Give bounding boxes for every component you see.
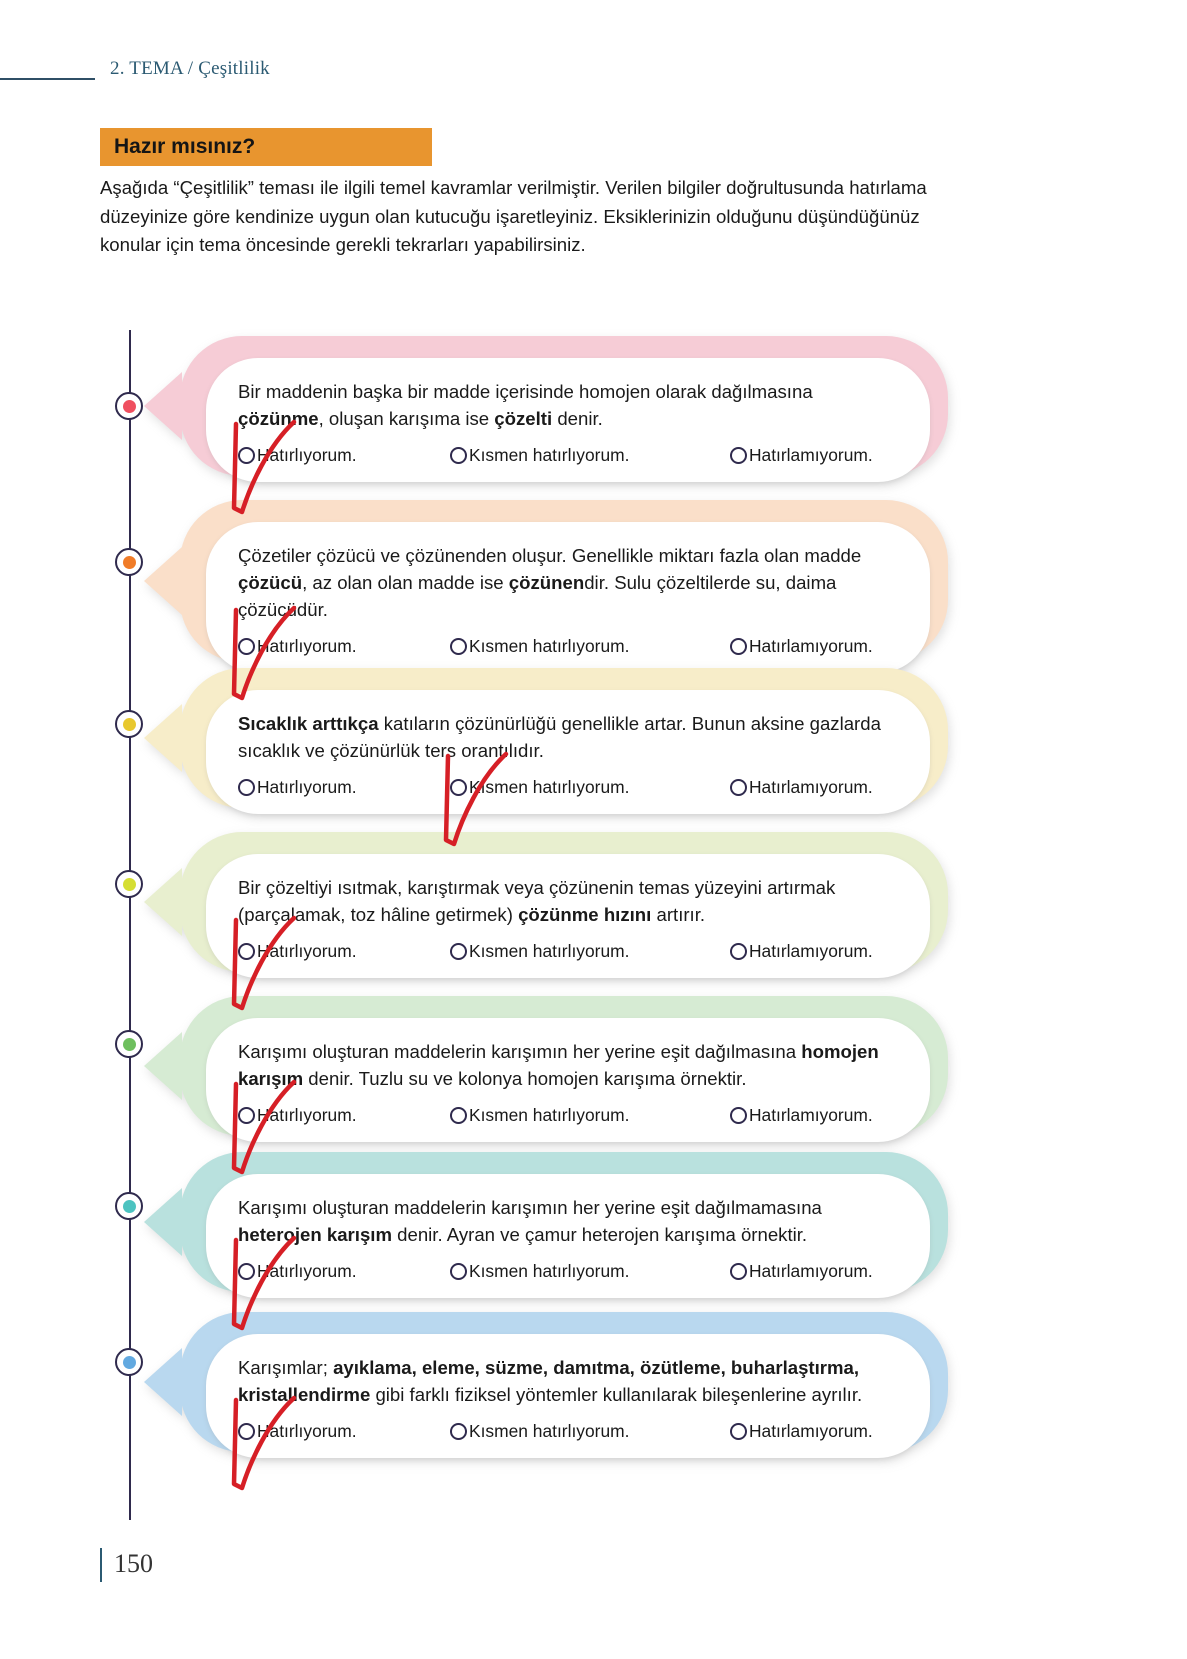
recall-option-label: Hatırlıyorum. (257, 1105, 357, 1125)
recall-option-remember[interactable] (238, 636, 450, 657)
recall-option-label: Hatırlıyorum. (257, 941, 357, 961)
recall-option-partly[interactable] (450, 445, 730, 466)
radio-circle-icon[interactable] (450, 1423, 467, 1440)
radio-circle-icon[interactable] (730, 1107, 747, 1124)
recall-option-partly[interactable] (450, 1421, 730, 1442)
timeline-spine (129, 330, 131, 1520)
concept-card-body (206, 522, 930, 673)
recall-option-not-remember[interactable] (730, 941, 900, 962)
recall-option-group (238, 1261, 900, 1282)
concept-keyword: heterojen karışım (238, 1224, 392, 1245)
recall-option-group (238, 1421, 900, 1442)
radio-circle-icon[interactable] (730, 1263, 747, 1280)
concept-text-run: gibi farklı fiziksel yöntemler kullanılarak bileşenlerine ayrılır. (370, 1384, 863, 1405)
recall-option-not-remember[interactable] (730, 1261, 900, 1282)
recall-option-label: Hatırlamıyorum. (749, 445, 873, 465)
concept-card (180, 1312, 948, 1452)
radio-circle-icon[interactable] (238, 447, 255, 464)
radio-circle-icon[interactable] (450, 447, 467, 464)
radio-circle-icon[interactable] (238, 943, 255, 960)
concept-text (238, 542, 900, 623)
concept-keyword: homojen karışım (238, 1041, 879, 1089)
recall-option-group (238, 777, 900, 798)
recall-option-partly[interactable] (450, 941, 730, 962)
concept-text (238, 874, 900, 928)
recall-option-label: Hatırlamıyorum. (749, 941, 873, 961)
recall-option-group (238, 445, 900, 466)
timeline-dot-core (123, 1200, 136, 1213)
concept-card-body (206, 358, 930, 482)
concept-text-run: Çözetiler çözücü ve çözünenden oluşur. Genellikle miktarı fazla olan madde (238, 545, 862, 566)
concept-card-body (206, 690, 930, 814)
timeline-dot (115, 548, 143, 576)
recall-option-remember[interactable] (238, 941, 450, 962)
timeline-dot (115, 710, 143, 738)
recall-option-label: Kısmen hatırlıyorum. (469, 636, 630, 656)
radio-circle-icon[interactable] (450, 943, 467, 960)
recall-option-remember[interactable] (238, 1421, 450, 1442)
recall-option-not-remember[interactable] (730, 1105, 900, 1126)
concept-card-body (206, 1018, 930, 1142)
recall-option-group (238, 636, 900, 657)
concept-text-run: Karışımı oluşturan maddelerin karışımın her yerine eşit dağılmamasına (238, 1197, 822, 1218)
radio-circle-icon[interactable] (450, 779, 467, 796)
concept-text-run: Bir maddenin başka bir madde içerisinde homojen olarak dağılmasına (238, 381, 813, 402)
recall-option-label: Kısmen hatırlıyorum. (469, 1421, 630, 1441)
concept-text-run: katıların çözünürlüğü genellikle artar. Bunun aksine gazlarda sıcaklık ve çözünürlük ters orantılıdır. (238, 713, 881, 761)
timeline-dot (115, 1030, 143, 1058)
recall-option-label: Hatırlamıyorum. (749, 1261, 873, 1281)
concept-card (180, 500, 948, 662)
concept-keyword: Sıcaklık arttıkça (238, 713, 379, 734)
concept-text-run: , oluşan karışıma ise (318, 408, 495, 429)
timeline-dot (115, 392, 143, 420)
concept-keyword: çözünme (238, 408, 319, 429)
recall-option-label: Hatırlamıyorum. (749, 1421, 873, 1441)
concept-text (238, 1354, 900, 1408)
concept-text-run: Bir çözeltiyi ısıtmak, karıştırmak veya çözünenin temas yüzeyini artırmak (parçalamak, toz hâline getirmek) (238, 877, 836, 925)
recall-option-remember[interactable] (238, 1261, 450, 1282)
header-rule (0, 78, 95, 80)
radio-circle-icon[interactable] (238, 779, 255, 796)
concept-card (180, 668, 948, 808)
concept-text-run: denir. Ayran ve çamur heterojen karışıma örnektir. (391, 1224, 808, 1245)
recall-option-remember[interactable] (238, 777, 450, 798)
recall-option-remember[interactable] (238, 445, 450, 466)
recall-option-label: Hatırlıyorum. (257, 777, 357, 797)
radio-circle-icon[interactable] (730, 779, 747, 796)
concept-text-run: artırır. (651, 904, 706, 925)
radio-circle-icon[interactable] (450, 1263, 467, 1280)
recall-option-group (238, 941, 900, 962)
concept-text-run: dir. Sulu çözeltilerde su, daima çözücüdür. (238, 572, 837, 620)
radio-circle-icon[interactable] (238, 638, 255, 655)
section-banner (100, 128, 432, 166)
recall-option-not-remember[interactable] (730, 777, 900, 798)
recall-option-not-remember[interactable] (730, 445, 900, 466)
concept-text (238, 378, 900, 432)
concept-text-run: denir. Tuzlu su ve kolonya homojen karışıma örnektir. (303, 1068, 747, 1089)
radio-circle-icon[interactable] (238, 1107, 255, 1124)
recall-option-label: Kısmen hatırlıyorum. (469, 777, 630, 797)
timeline-dot-core (123, 718, 136, 731)
section-title: Hazır mısınız? (114, 135, 256, 158)
recall-option-partly[interactable] (450, 777, 730, 798)
concept-card-body (206, 1334, 930, 1458)
recall-option-remember[interactable] (238, 1105, 450, 1126)
timeline-dot-core (123, 556, 136, 569)
timeline-dot-core (123, 400, 136, 413)
concept-keyword: çözünen (508, 572, 585, 593)
recall-option-partly[interactable] (450, 636, 730, 657)
concept-card (180, 832, 948, 972)
concept-keyword: çözelti (494, 408, 553, 429)
recall-option-label: Hatırlıyorum. (257, 1421, 357, 1441)
intro-paragraph: Aşağıda “Çeşitlilik” teması ile ilgili temel kavramlar verilmiştir. Verilen bilgiler doğrultusunda hatırlama düzeyinize göre kendinize uygun olan kutucuğu işaretleyiniz. Eksiklerinizin olduğunu düşündüğünüz konular için tema öncesinde gerekli tekrarları yapabilirsiniz. (100, 177, 927, 255)
recall-option-label: Hatırlamıyorum. (749, 777, 873, 797)
recall-option-label: Hatırlamıyorum. (749, 1105, 873, 1125)
radio-circle-icon[interactable] (238, 1423, 255, 1440)
radio-circle-icon[interactable] (450, 638, 467, 655)
radio-circle-icon[interactable] (730, 638, 747, 655)
timeline-dot (115, 870, 143, 898)
radio-circle-icon[interactable] (730, 447, 747, 464)
concept-keyword: ayıklama, eleme, süzme, damıtma, özütleme, buharlaştırma, kristallendirme (238, 1357, 860, 1405)
timeline-dot (115, 1348, 143, 1376)
concept-card-body (206, 1174, 930, 1298)
concept-keyword: çözücü (238, 572, 303, 593)
timeline-dot-core (123, 1356, 136, 1369)
concept-card (180, 1152, 948, 1292)
timeline-dot-core (123, 1038, 136, 1051)
recall-option-not-remember[interactable] (730, 636, 900, 657)
radio-circle-icon[interactable] (450, 1107, 467, 1124)
footer-rule (100, 1548, 102, 1582)
recall-option-label: Hatırlamıyorum. (749, 636, 873, 656)
radio-circle-icon[interactable] (730, 1423, 747, 1440)
breadcrumb: 2. TEMA / Çeşitlilik (110, 58, 270, 79)
radio-circle-icon[interactable] (238, 1263, 255, 1280)
concept-keyword: çözünme hızını (518, 904, 652, 925)
concept-text-run: , az olan olan madde ise (302, 572, 509, 593)
recall-option-label: Hatırlıyorum. (257, 636, 357, 656)
concept-text-run: Karışımı oluşturan maddelerin karışımın her yerine eşit dağılmasına (238, 1041, 802, 1062)
recall-option-not-remember[interactable] (730, 1421, 900, 1442)
recall-option-label: Kısmen hatırlıyorum. (469, 1105, 630, 1125)
recall-option-partly[interactable] (450, 1105, 730, 1126)
recall-option-group (238, 1105, 900, 1126)
concept-text (238, 1038, 900, 1092)
recall-option-label: Hatırlıyorum. (257, 445, 357, 465)
concept-text-run: denir. (552, 408, 603, 429)
concept-text-run: Karışımlar; (238, 1357, 334, 1378)
recall-option-label: Hatırlıyorum. (257, 1261, 357, 1281)
concept-card-body (206, 854, 930, 978)
concept-text (238, 1194, 900, 1248)
recall-option-label: Kısmen hatırlıyorum. (469, 941, 630, 961)
concept-text (238, 710, 900, 764)
concept-card (180, 336, 948, 476)
recall-option-label: Kısmen hatırlıyorum. (469, 445, 630, 465)
timeline-dot-core (123, 878, 136, 891)
timeline-dot (115, 1192, 143, 1220)
page-number: 150 (114, 1549, 153, 1578)
recall-option-label: Kısmen hatırlıyorum. (469, 1261, 630, 1281)
concept-card (180, 996, 948, 1136)
radio-circle-icon[interactable] (730, 943, 747, 960)
recall-option-partly[interactable] (450, 1261, 730, 1282)
